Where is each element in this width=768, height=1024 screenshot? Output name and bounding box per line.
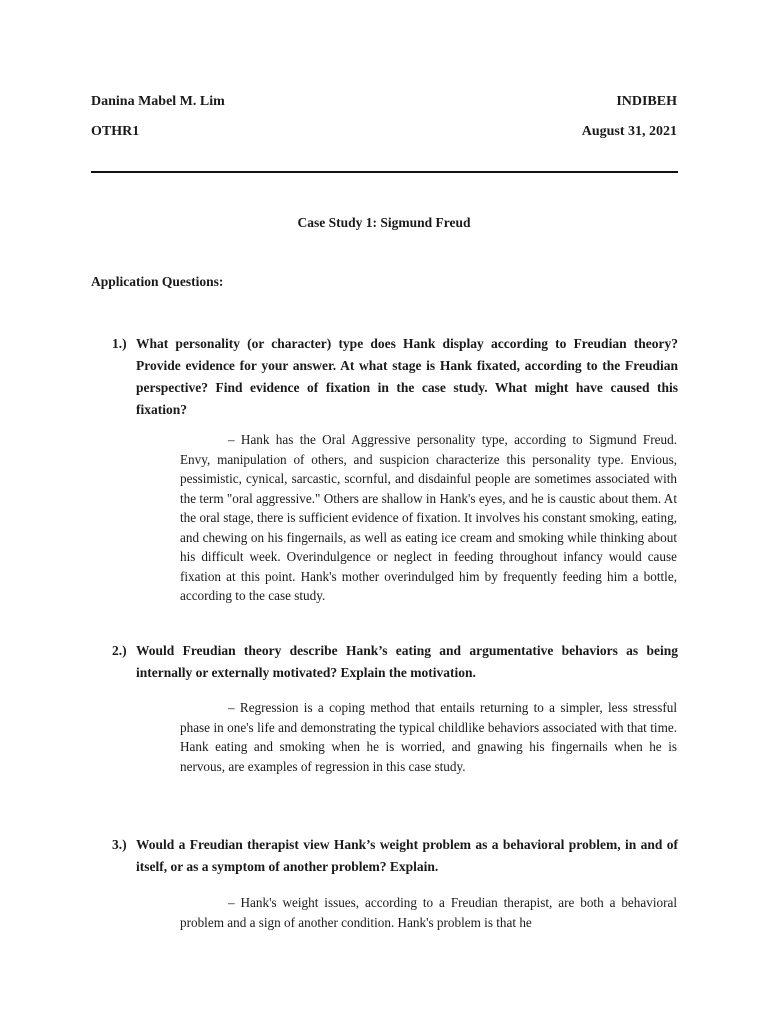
header-row-1 (91, 94, 677, 110)
header-divider (91, 171, 678, 173)
document-date: August 31, 2021 (581, 124, 677, 139)
question-2 (112, 640, 678, 684)
answer-3: – Hank's weight issues, according to a Freudian therapist, are both a behavioral problem and a sign of another condition. Hank's problem is that he (180, 895, 677, 930)
answer-2: – Regression is a coping method that entails returning to a simpler, less stressful phase in one's life and demonstrating the typical childlike behaviors associated with that time. Hank eating and smoking when he is worried, and gnawing his fingernails when he is nervous, are examples of regression in this case study. (180, 700, 677, 774)
question-number: 2.) (112, 643, 127, 658)
author-name: Danina Mabel M. Lim (91, 94, 225, 109)
course-code: INDIBEH (616, 94, 677, 109)
document-title: Case Study 1: Sigmund Freud (297, 215, 471, 230)
question-number: 1.) (112, 336, 127, 351)
question-number: 3.) (112, 837, 127, 852)
question-text: Would a Freudian therapist view Hank’s weight problem as a behavioral problem, in and of itself, or as a symptom of another problem? Explain. (136, 837, 678, 874)
section-code: OTHR1 (91, 124, 140, 139)
question-text: What personality (or character) type does Hank display according to Freudian theory? Provide evidence for your answer. At what stage is Hank fixated, according to the Freudian perspective? Find evidence of fixation in the case study. What might have caused this fixation? (136, 336, 678, 417)
question-1 (112, 333, 678, 421)
question-3 (112, 834, 678, 878)
header-row-2 (91, 124, 677, 140)
section-heading: Application Questions: (91, 274, 224, 289)
question-text: Would Freudian theory describe Hank’s eating and argumentative behaviors as being internally or externally motivated? Explain the motivation. (136, 643, 678, 680)
answer-1: – Hank has the Oral Aggressive personality type, according to Sigmund Freud. Envy, manipulation of others, and suspicion characterize this personality type. Envious, pessimistic, cynical, sarcastic, scornful, and disdainful people are sometimes associated with the term "oral aggressive." Others are shallow in Hank's eyes, and he is caustic about them. At the oral stage, there is sufficient evidence of fixation. It involves his constant smoking, eating, and chewing on his fingernails, as well as eating ice cream and smoking while thinking about his difficult week. Overindulgence or neglect in feeding throughout infancy would cause fixation at this point. Hank's mother overindulged him by frequently feeding him a bottle, according to the case study. (180, 432, 677, 603)
